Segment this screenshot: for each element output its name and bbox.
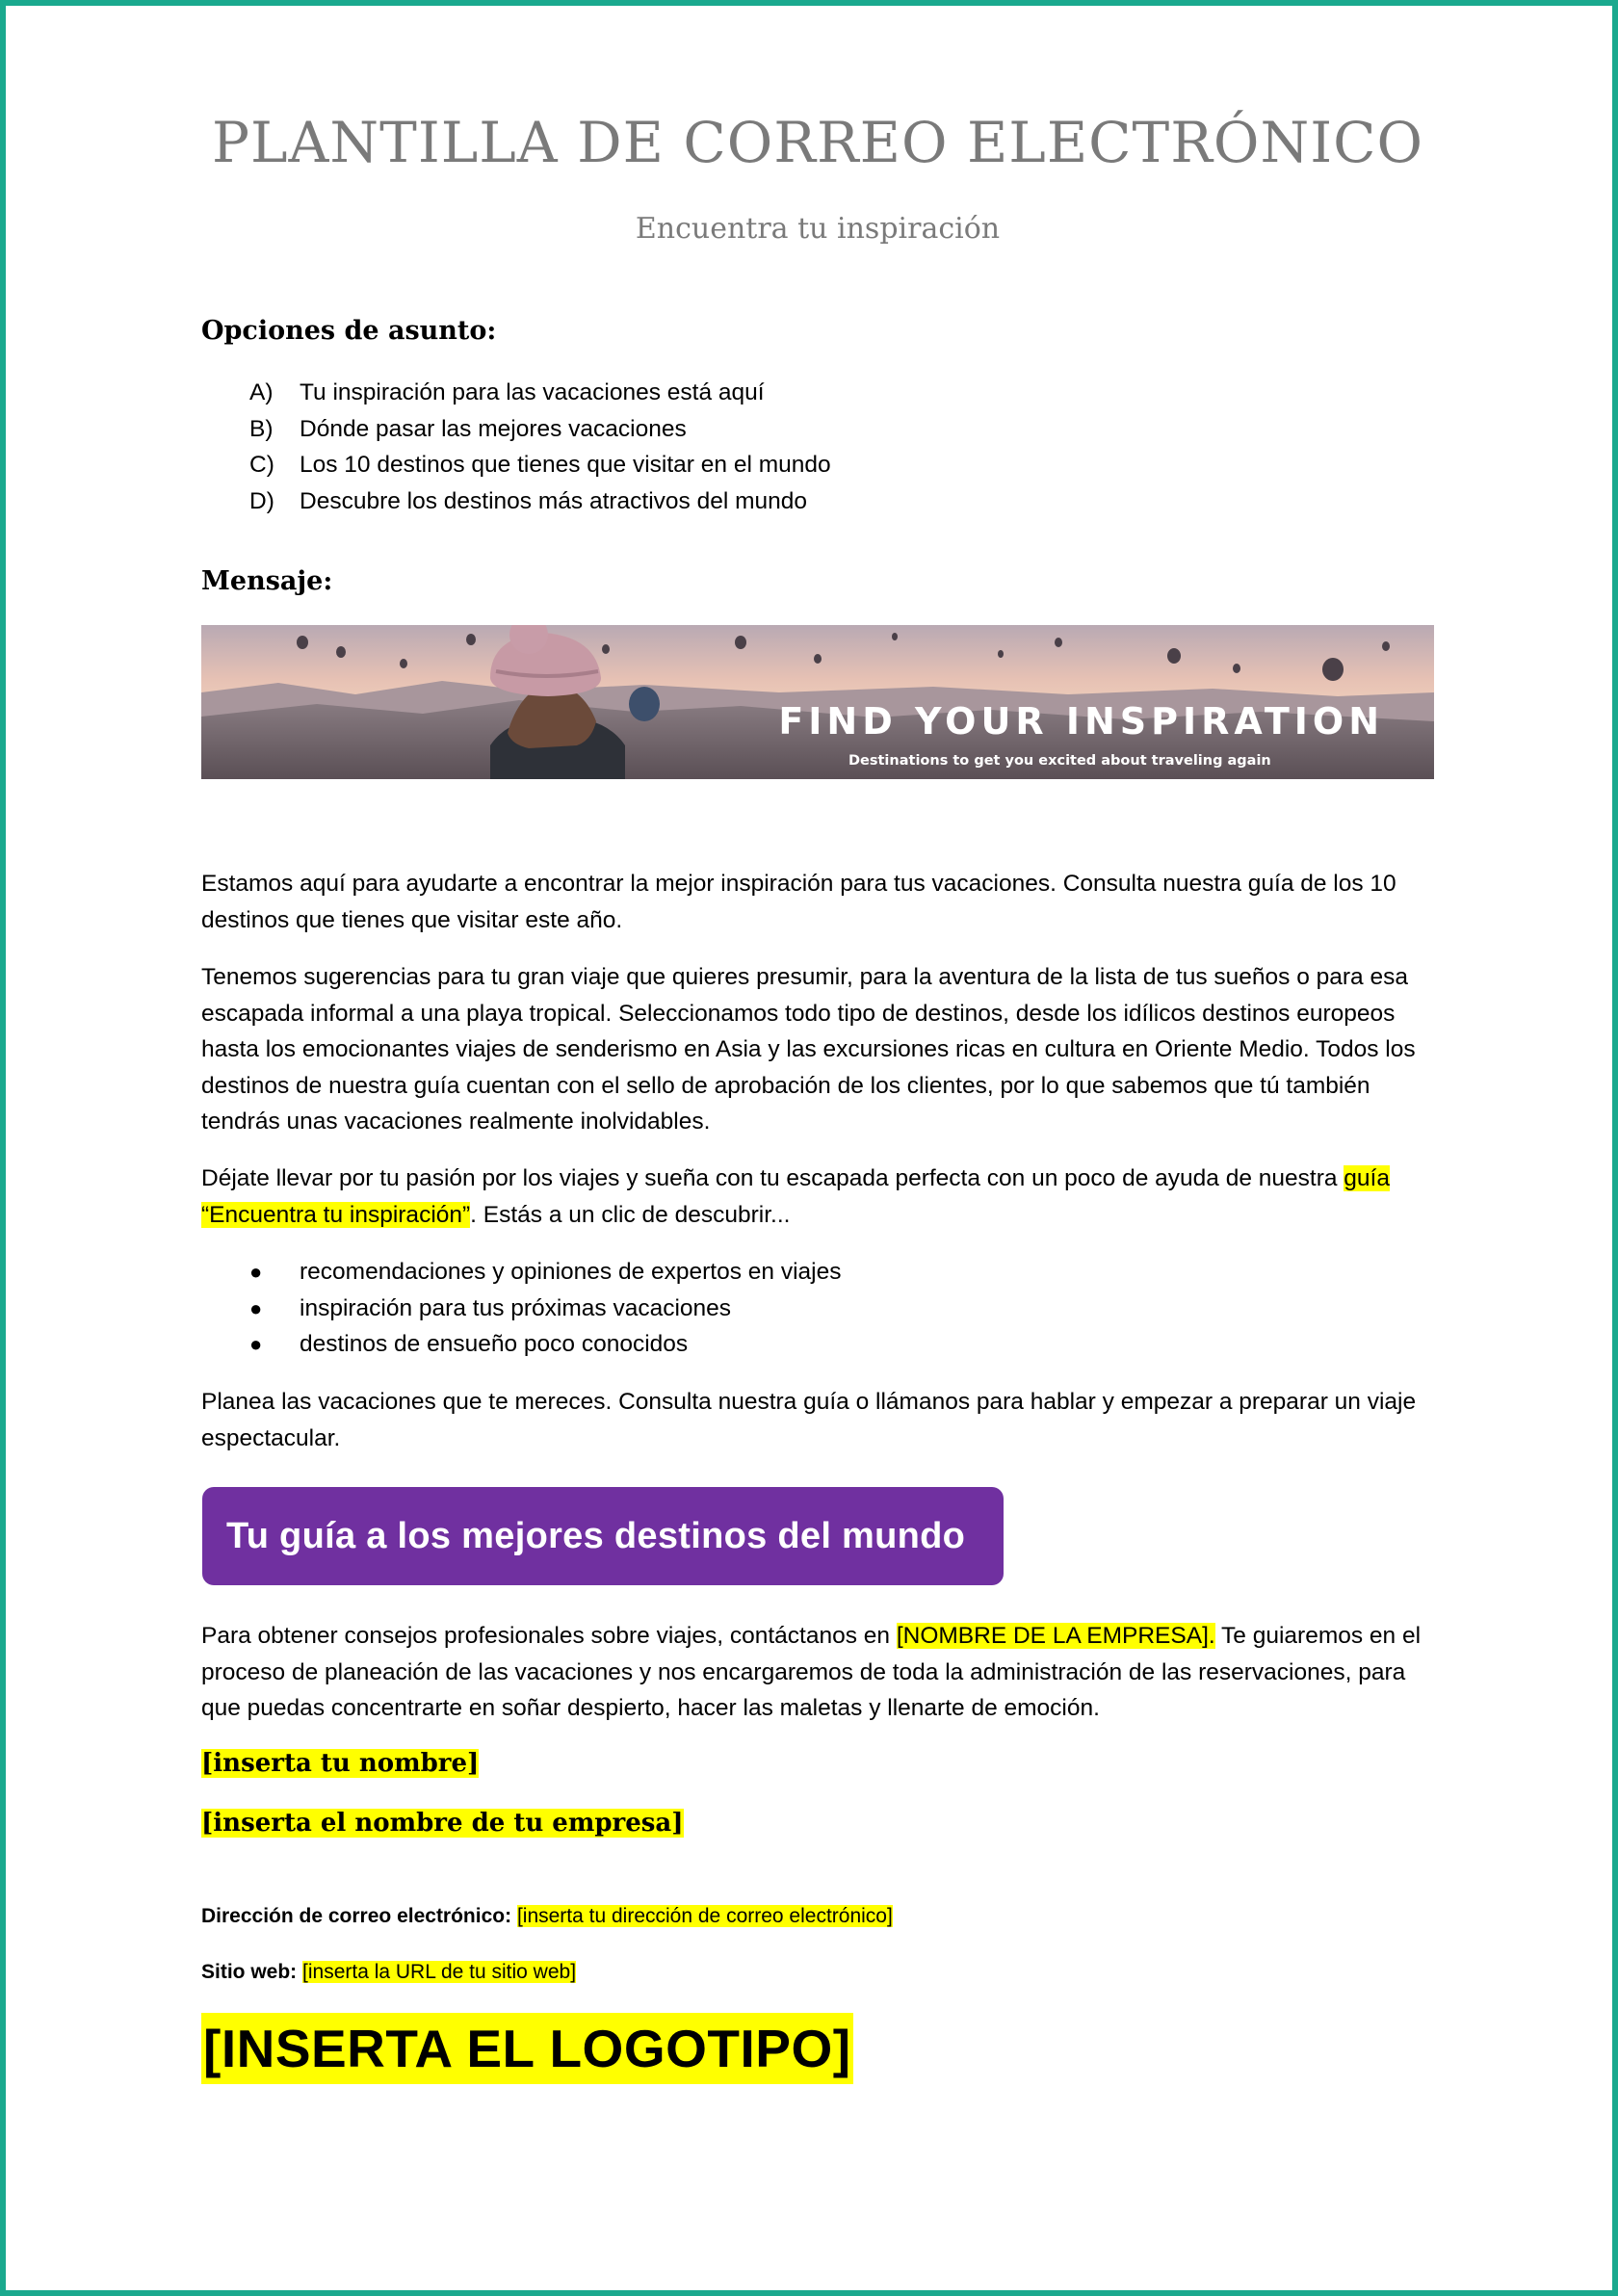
- message-paragraph: [201, 1618, 1434, 1727]
- bullet-icon: ●: [249, 1332, 263, 1356]
- subject-option: [249, 483, 831, 520]
- paragraph-text: Déjate llevar por tu pasión por los viajes y sueña con tu escapada perfecta con un poco de ayuda de nuestra: [201, 1165, 1344, 1191]
- option-letter: C): [249, 452, 274, 478]
- email-label: Dirección de correo electrónico:: [201, 1905, 512, 1927]
- page-title: PLANTILLA DE CORREO ELECTRÓNICO: [211, 110, 1424, 175]
- website-line: [201, 1961, 576, 1984]
- list-item-text: destinos de ensueño poco conocidos: [300, 1331, 689, 1357]
- message-heading: Mensaje:: [201, 566, 333, 596]
- banner-tagline: Destinations to get you excited about traveling again: [848, 753, 1271, 769]
- subject-heading: Opciones de asunto:: [201, 316, 497, 346]
- banner-image: [201, 625, 1434, 779]
- message-paragraph: Tenemos sugerencias para tu gran viaje que quieres presumir, para la aventura de la lista de tus sueños o para esa escapada informal a una playa tropical. Seleccionamos todo tipo de destinos, desde los idílicos destinos europeos hasta los emocionantes viajes de senderismo en Asia y las excursiones ricas en cultura en Oriente Medio. Todos los destinos de nuestra guía cuentan con el sello de aprobación de los clientes, por lo que sabemos que tú también tendrás unas vacaciones realmente inolvidables.: [201, 964, 1416, 1135]
- option-text: Dónde pasar las mejores vacaciones: [300, 415, 687, 442]
- option-text: Los 10 destinos que tienes que visitar en el mundo: [300, 452, 831, 478]
- website-placeholder: [inserta la URL de tu sitio web]: [302, 1961, 577, 1983]
- email-line: [201, 1905, 893, 1928]
- option-letter: D): [249, 487, 274, 514]
- list-item: [249, 1326, 841, 1363]
- subject-options-list: [249, 375, 831, 519]
- subject-option: [249, 447, 831, 483]
- message-paragraph: Estamos aquí para ayudarte a encontrar la mejor inspiración para tus vacaciones. Consulta nuestra guía de los 10 destinos que tienes que visitar este año.: [201, 871, 1396, 933]
- paragraph-text: Para obtener consejos profesionales sobre viajes, contáctanos en: [201, 1623, 897, 1649]
- message-paragraph: [201, 1161, 1434, 1233]
- option-text: Descubre los destinos más atractivos del mundo: [300, 487, 808, 514]
- paragraph-text: . Estás a un clic de descubrir...: [470, 1201, 791, 1228]
- option-letter: B): [249, 415, 274, 442]
- website-label: Sitio web:: [201, 1961, 298, 1983]
- signature-name-placeholder: [inserta tu nombre]: [201, 1749, 480, 1778]
- list-item: [249, 1254, 841, 1291]
- logo-placeholder: [INSERTA EL LOGOTIPO]: [201, 2013, 853, 2084]
- benefits-list: [249, 1254, 841, 1363]
- page-subtitle: Encuentra tu inspiración: [635, 212, 1001, 246]
- option-text: Tu inspiración para las vacaciones está aquí: [300, 379, 765, 405]
- company-name-placeholder: [NOMBRE DE LA EMPRESA].: [896, 1623, 1215, 1649]
- subject-option: [249, 375, 831, 411]
- list-item: [249, 1291, 841, 1327]
- list-item-text: recomendaciones y opiniones de expertos en viajes: [300, 1259, 842, 1285]
- guide-cta-button[interactable]: Tu guía a los mejores destinos del mundo: [202, 1487, 1004, 1585]
- banner-illustration: [201, 625, 1434, 779]
- subject-option: [249, 411, 831, 448]
- highlighted-guide-name: guía “Encuentra tu inspiración”: [201, 1165, 1390, 1228]
- email-placeholder: [inserta tu dirección de correo electrónico]: [516, 1905, 893, 1927]
- bullet-icon: ●: [249, 1260, 263, 1284]
- paragraph-text: Te guiaremos en el proceso de planeación de las vacaciones y nos encargaremos de toda la administración de las reservaciones, para que puedas concentrarte en soñar despierto, hacer las maletas y llenarte de emoción.: [201, 1623, 1422, 1721]
- message-paragraph: Planea las vacaciones que te mereces. Consulta nuestra guía o llámanos para hablar y empezar a preparar un viaje espectacular.: [201, 1389, 1417, 1451]
- bullet-icon: ●: [249, 1295, 263, 1320]
- option-letter: A): [249, 379, 274, 405]
- banner-title: FIND YOUR INSPIRATION: [778, 700, 1384, 743]
- list-item-text: inspiración para tus próximas vacaciones: [300, 1294, 732, 1321]
- signature-company-placeholder: [inserta el nombre de tu empresa]: [201, 1809, 684, 1838]
